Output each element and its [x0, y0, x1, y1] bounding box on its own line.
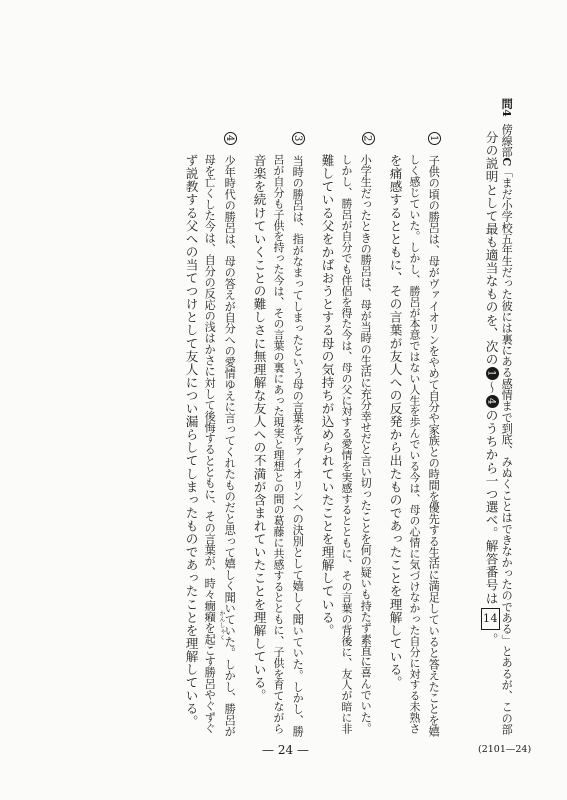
choice-2-line-2: しかし、勝呂が自分でも伴侶を得た今は、母の父に対する愛情を実感するとともに、その言葉の背後に、友人が暗に非	[339, 154, 353, 734]
choice-1-line-1: 子供の頃の勝呂は、母がヴァイオリンをやめて自分や家族との時間を優先する生活に満足していると答えたことを嬉	[427, 155, 441, 737]
stem-text: 。	[483, 632, 499, 646]
choice-number-4: 4	[224, 132, 237, 145]
choice-number-3: 3	[292, 132, 305, 145]
choice-3-line-2: 呂が自分も子供を持った今は、その言葉の裏にあった現実と理想との間の葛藤に共感するとともに、子供を育てながら	[271, 154, 285, 734]
choice-marker-end: 4	[486, 395, 499, 408]
stem-text: 傍線部	[500, 123, 514, 158]
choice-4-line-2: 母を亡くした今は、自分の反応の浅はかさに対して後悔するとともに、その言葉が、時々癇癪を起こす勝呂やぐずぐ	[203, 154, 217, 734]
choice-2-line-3: 難している父をかばおうとする母の気持ちが込められていたことを理解している。	[319, 154, 335, 637]
range-separator: ～	[483, 380, 499, 394]
choice-4[interactable]	[224, 131, 237, 737]
choice-2[interactable]	[360, 131, 375, 155]
choice-4-line-3: ず説教する父への当てつけとして友人につい漏らしてしまったものであったことを理解している。	[183, 154, 199, 729]
question-stem-line-2	[481, 131, 500, 646]
question-label: 問4	[500, 98, 514, 117]
choice-1[interactable]	[428, 131, 441, 737]
choice-3[interactable]	[292, 131, 305, 737]
stem-text: のうちから一つ選べ。解答番号は	[483, 408, 499, 605]
choice-3-line-1: 当時の勝呂は、指がなまってしまったという母の言葉をヴァイオリンへの決別として嬉しく聞いていた。しかし、勝	[291, 155, 305, 737]
exam-code: (2101—24)	[478, 744, 532, 755]
stem-text: 分の説明として最も適当なものを、次の	[483, 131, 499, 366]
page-number: — 24 —	[262, 743, 309, 757]
choice-number-1: 1	[428, 132, 441, 145]
underline-marker: C	[500, 157, 514, 167]
choice-1-line-2: しく感じていた。しかし、勝呂が本意ではない人生を歩んでいる今は、母の心情に気づけなかった自分に対する未熟さ	[407, 154, 421, 734]
ruby-kanshaku: かんしゃく	[218, 610, 225, 641]
choice-4-line-1: 少年時代の勝呂は、母の答えが自分への愛情ゆえに言ってくれたものだと思って嬉しく聞いていた。しかし、勝呂が	[223, 155, 237, 737]
question-stem-line-1	[501, 98, 512, 735]
choice-1-line-3: を痛感するとともに、その言葉が友人への反発から出たものであったことを理解している。	[387, 154, 403, 690]
choice-3-line-3: 音楽を続けていくことの難しさに無理解な友人への不満が含まれていたことを理解している。	[251, 154, 267, 703]
choice-marker-start: 1	[486, 367, 499, 380]
choice-number-2: 2	[362, 132, 375, 145]
answer-number-box[interactable]: 14	[481, 608, 500, 630]
choice-2-line-1: 小学生だったときの勝呂は、母が当時の生活に充分幸せだと言い切ったことを何の疑いも持たず素直に喜んでいた。	[359, 154, 373, 734]
stem-text: 「まだ小学校五年生だった彼には裏にある感情まで到底、みぬくことはできなかったのである」とあるが、この部	[500, 166, 514, 735]
